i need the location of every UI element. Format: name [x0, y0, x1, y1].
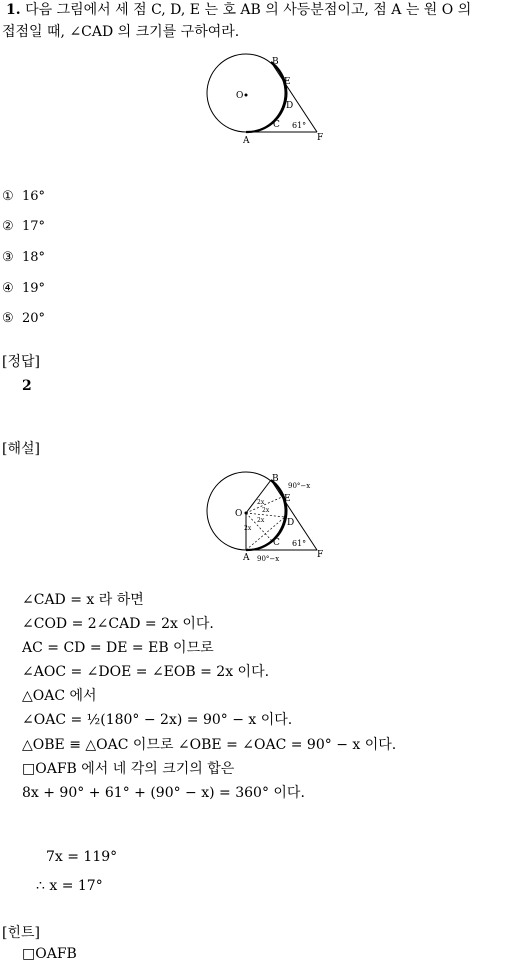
- solution-line-6: ∠OAC = ½(180° − 2x) = 90° − x 이다.: [22, 712, 293, 728]
- label-o: O: [236, 91, 244, 101]
- solution-line-3: AC = CD = DE = EB 이므로: [22, 640, 214, 656]
- sol-label-x1: 2x: [257, 499, 265, 506]
- sol-label-top: 90°−x: [288, 482, 311, 490]
- choice-1-num: ①: [2, 189, 14, 204]
- choice-1[interactable]: [2, 189, 45, 204]
- sol-label-d: D: [287, 518, 295, 528]
- figure-solution: [205, 470, 335, 566]
- sol-label-e: E: [284, 494, 291, 504]
- choice-3-num: ③: [2, 250, 14, 265]
- solution-line-8: □OAFB 에서 네 각의 크기의 합은: [22, 761, 235, 777]
- choice-5[interactable]: [2, 311, 45, 326]
- sol-label-c: C: [273, 538, 280, 548]
- answer-value: 2: [22, 378, 32, 394]
- choice-3[interactable]: [2, 250, 45, 265]
- label-e: E: [284, 77, 291, 87]
- label-f: F: [317, 133, 324, 143]
- choice-5-text: 20°: [22, 311, 46, 326]
- choice-4-num: ④: [2, 281, 14, 296]
- sol-label-x2: 2x: [262, 507, 270, 514]
- solution-line-4: ∠AOC = ∠DOE = ∠EOB = 2x 이다.: [22, 664, 270, 680]
- sol-label-x3: 2x: [257, 517, 265, 524]
- equation-2: ∴ x = 17°: [36, 878, 103, 894]
- sol-label-x4: 2x: [244, 525, 252, 532]
- arc-ab: [246, 62, 286, 132]
- choice-2[interactable]: [2, 219, 45, 234]
- sol-label-o: O: [235, 509, 243, 519]
- sol-label-b: B: [272, 474, 279, 484]
- hint-value: □OAFB: [22, 946, 77, 962]
- sol-label-bottom: 90°−x: [257, 555, 280, 563]
- solution-line-9: 8x + 90° + 61° + (90° − x) = 360° 이다.: [22, 785, 305, 801]
- answer-header: [정답]: [2, 354, 40, 370]
- choice-1-text: 16°: [22, 189, 46, 204]
- sol-label-angle: 61°: [292, 539, 307, 548]
- question-text-2: 접점일 때, ∠CAD 의 크기를 구하여라.: [2, 24, 240, 40]
- choice-3-text: 18°: [22, 250, 46, 265]
- solution-header: [해설]: [2, 441, 40, 457]
- sol-label-a: A: [243, 553, 250, 563]
- choice-5-num: ⑤: [2, 311, 14, 326]
- question-text-1: 다음 그림에서 세 점 C, D, E 는 호 AB 의 사등분점이고, 점 A 는 원 O 의: [25, 2, 472, 18]
- equation-1: 7x = 119°: [46, 849, 118, 865]
- solution-line-1: ∠CAD = x 라 하면: [22, 592, 144, 608]
- solution-line-2: ∠COD = 2∠CAD = 2x 이다.: [22, 616, 214, 632]
- solution-line-5: △OAC 에서: [22, 688, 97, 704]
- label-a: A: [243, 136, 250, 146]
- label-c: C: [273, 120, 280, 130]
- figure-circle-tangent: [205, 52, 335, 147]
- choice-4-text: 19°: [22, 281, 46, 296]
- center-dot: [245, 94, 248, 97]
- label-b: B: [272, 57, 279, 67]
- hint-header: [힌트]: [2, 925, 40, 941]
- label-d: D: [286, 101, 294, 111]
- label-angle: 61°: [292, 121, 307, 130]
- choice-4[interactable]: [2, 281, 45, 296]
- question-line-1: [6, 0, 471, 21]
- question-number: 1.: [6, 2, 21, 18]
- solution-line-7: △OBE ≡ △OAC 이므로 ∠OBE = ∠OAC = 90° − x 이다.: [22, 737, 397, 753]
- choice-2-num: ②: [2, 219, 14, 234]
- sol-label-f: F: [317, 550, 324, 560]
- choice-2-text: 17°: [22, 219, 46, 234]
